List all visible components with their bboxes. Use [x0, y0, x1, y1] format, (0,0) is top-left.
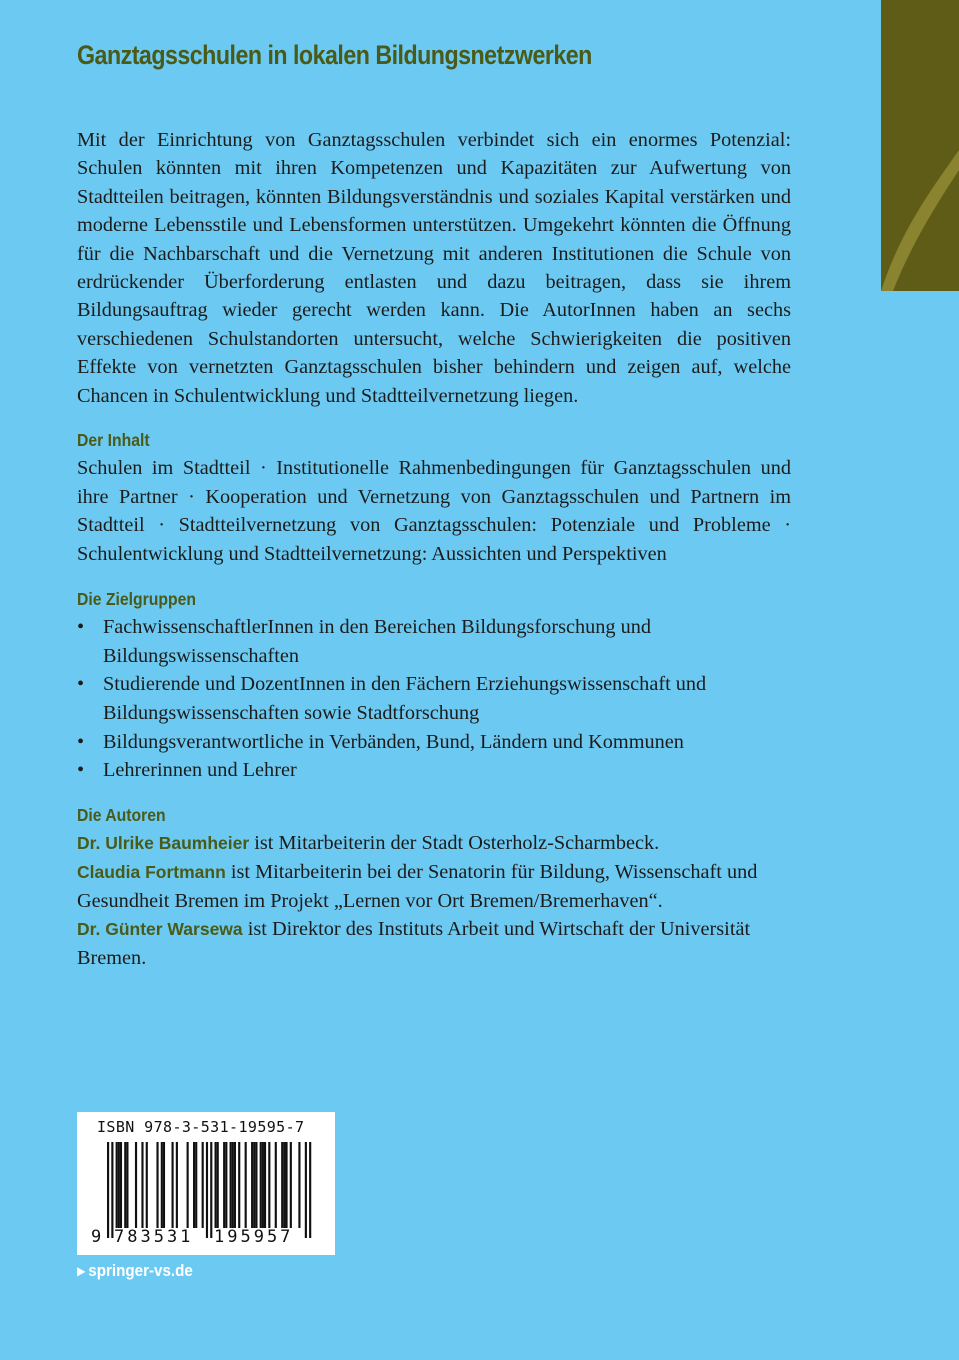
barcode-bar	[275, 1142, 277, 1228]
barcode-bar	[268, 1142, 270, 1228]
barcode-bar	[193, 1142, 195, 1228]
barcode-bar	[251, 1142, 253, 1228]
barcode-bar	[195, 1142, 197, 1228]
book-title: Ganztagsschulen in lokalen Bildungsnetzwerken	[77, 40, 592, 70]
author-entry	[77, 858, 791, 915]
author-name: Claudia Fortmann	[77, 861, 226, 882]
barcode-bar	[172, 1142, 174, 1228]
publisher-link-text: springer-vs.de	[88, 1262, 193, 1280]
barcode-digit-first: 9	[91, 1227, 102, 1247]
inhalt-text: Schulen im Stadtteil · Institutionelle Rahmenbedingungen für Ganztagsschulen und ihre Partner · Kooperation und Vernetzung von Ganztagsschulen und Partnern im Stadtteil · Stadtteilvernetzung von Ganztagsschulen: Potenziale und Probleme · Schulentwicklung und Stadtteilvernetzung: Aussichten und Perspektiven	[77, 457, 791, 566]
author-description: ist Mitarbeiterin der Stadt Osterholz-Scharmbeck.	[249, 832, 660, 855]
author-entry	[77, 915, 791, 972]
barcode-bar	[309, 1142, 311, 1238]
author-description: ist Direktor des Instituts Arbeit und Wirtschaft der Universität Bremen.	[77, 918, 751, 969]
barcode-bar	[210, 1142, 212, 1238]
barcode-bar	[135, 1142, 137, 1228]
barcode-bar	[290, 1142, 292, 1228]
back-cover-content	[77, 126, 791, 973]
barcode-bar	[146, 1142, 148, 1228]
bullet-icon: •	[77, 730, 85, 753]
barcode-bar	[225, 1142, 227, 1228]
barcode-bar	[141, 1142, 143, 1228]
list-item	[77, 728, 791, 757]
barcode-bar	[161, 1142, 163, 1228]
corner-decoration	[881, 0, 959, 291]
author-description: ist Mitarbeiterin bei der Senatorin für Bildung, Wissenschaft und Gesundheit Bremen im Projekt „Lernen vor Ort Bremen/Bremerhaven“.	[77, 860, 758, 912]
autoren-heading: Die Autoren	[77, 805, 166, 826]
list-item-text: Lehrerinnen und Lehrer	[103, 759, 297, 782]
corner-curve-graphic	[881, 0, 959, 291]
barcode-bar	[206, 1142, 208, 1238]
barcode-bar	[234, 1142, 236, 1228]
barcode-bar	[107, 1142, 109, 1238]
barcode-bar	[238, 1142, 240, 1228]
barcode-bar	[217, 1142, 219, 1228]
barcode-bar	[156, 1142, 158, 1228]
isbn-label: ISBN 978-3-531-19595-7	[97, 1118, 305, 1136]
author-entry	[77, 829, 791, 858]
zielgruppen-heading: Die Zielgruppen	[77, 588, 197, 609]
barcode-bar	[230, 1142, 232, 1228]
list-item	[77, 670, 791, 727]
list-item-text: Studierende und DozentInnen in den Fächern Erziehungswissenschaft und Bildungswissenschaften sowie Stadtforschung	[103, 673, 707, 724]
barcode-bar	[298, 1142, 300, 1228]
author-name: Dr. Ulrike Baumheier	[77, 833, 250, 854]
publisher-link[interactable]	[77, 1262, 193, 1281]
barcode-bar	[260, 1142, 262, 1228]
zielgruppen-list	[77, 613, 791, 785]
inhalt-heading: Der Inhalt	[77, 430, 150, 451]
barcode-bar	[232, 1142, 234, 1228]
barcode-bar	[223, 1142, 225, 1228]
barcode-bar	[285, 1142, 287, 1228]
barcode-bar	[163, 1142, 165, 1228]
intro-paragraph: Mit der Einrichtung von Ganztagsschulen verbindet sich ein enormes Potenzial: Schulen könnten mit ihren Kompetenzen und Kapazitäten zur Aufwertung von Stadtteilen beitragen, könnten Bildungsverständnis und soziales Kapital verstärken und moderne Lebensstile und Lebensformen unterstützen. Umgekehrt könnten die Öffnung für die Nachbarschaft und die Vernetzung mit anderen Institutionen die Schule von erdrückender Überforderung entlasten und dazu beitragen, dass sie ihrem Bildungsauftrag wieder gerecht werden kann. Die AutorInnen haben an sechs verschiedenen Schulstandorten untersucht, welche Schwierigkeiten die positiven Effekte von vernetzten Ganztagsschulen bisher behindern und zeigen auf, welche Chancen in Schulentwicklung und Stadtteilvernetzung liegen.	[77, 129, 791, 407]
barcode-bar	[255, 1142, 257, 1228]
list-item-text: Bildungsverantwortliche in Verbänden, Bund, Ländern und Kommunen	[103, 730, 684, 753]
barcode-bar	[281, 1142, 283, 1228]
list-item	[77, 756, 791, 785]
barcode-digits-right: 195957	[214, 1227, 294, 1247]
barcode-digits-left: 783531	[114, 1227, 194, 1247]
barcode-bar	[120, 1142, 122, 1228]
barcode-bar	[202, 1142, 204, 1228]
author-name: Dr. Günter Warsewa	[77, 919, 243, 940]
barcode-bar	[262, 1142, 264, 1228]
barcode-bar	[116, 1142, 118, 1228]
bullet-icon: •	[77, 759, 85, 782]
barcode-bar	[305, 1142, 307, 1238]
barcode-bar	[111, 1142, 113, 1238]
barcode-bar	[253, 1142, 255, 1228]
bullet-icon: •	[77, 673, 85, 696]
barcode-bar	[126, 1142, 128, 1228]
barcode-bar	[118, 1142, 120, 1228]
barcode-bar	[176, 1142, 178, 1228]
barcode-bar	[283, 1142, 285, 1228]
barcode-bar	[245, 1142, 247, 1228]
barcode-bar	[215, 1142, 217, 1228]
barcode-bar	[264, 1142, 266, 1228]
bullet-icon: •	[77, 615, 85, 638]
isbn-barcode	[77, 1112, 335, 1255]
list-item-text: FachwissenschaftlerInnen in den Bereichen Bildungsforschung und Bildungswissenschaften	[103, 615, 652, 667]
barcode-bar	[187, 1142, 189, 1228]
list-item	[77, 613, 791, 670]
barcode-bar	[124, 1142, 126, 1228]
triangle-right-icon: ▶	[77, 1264, 86, 1278]
